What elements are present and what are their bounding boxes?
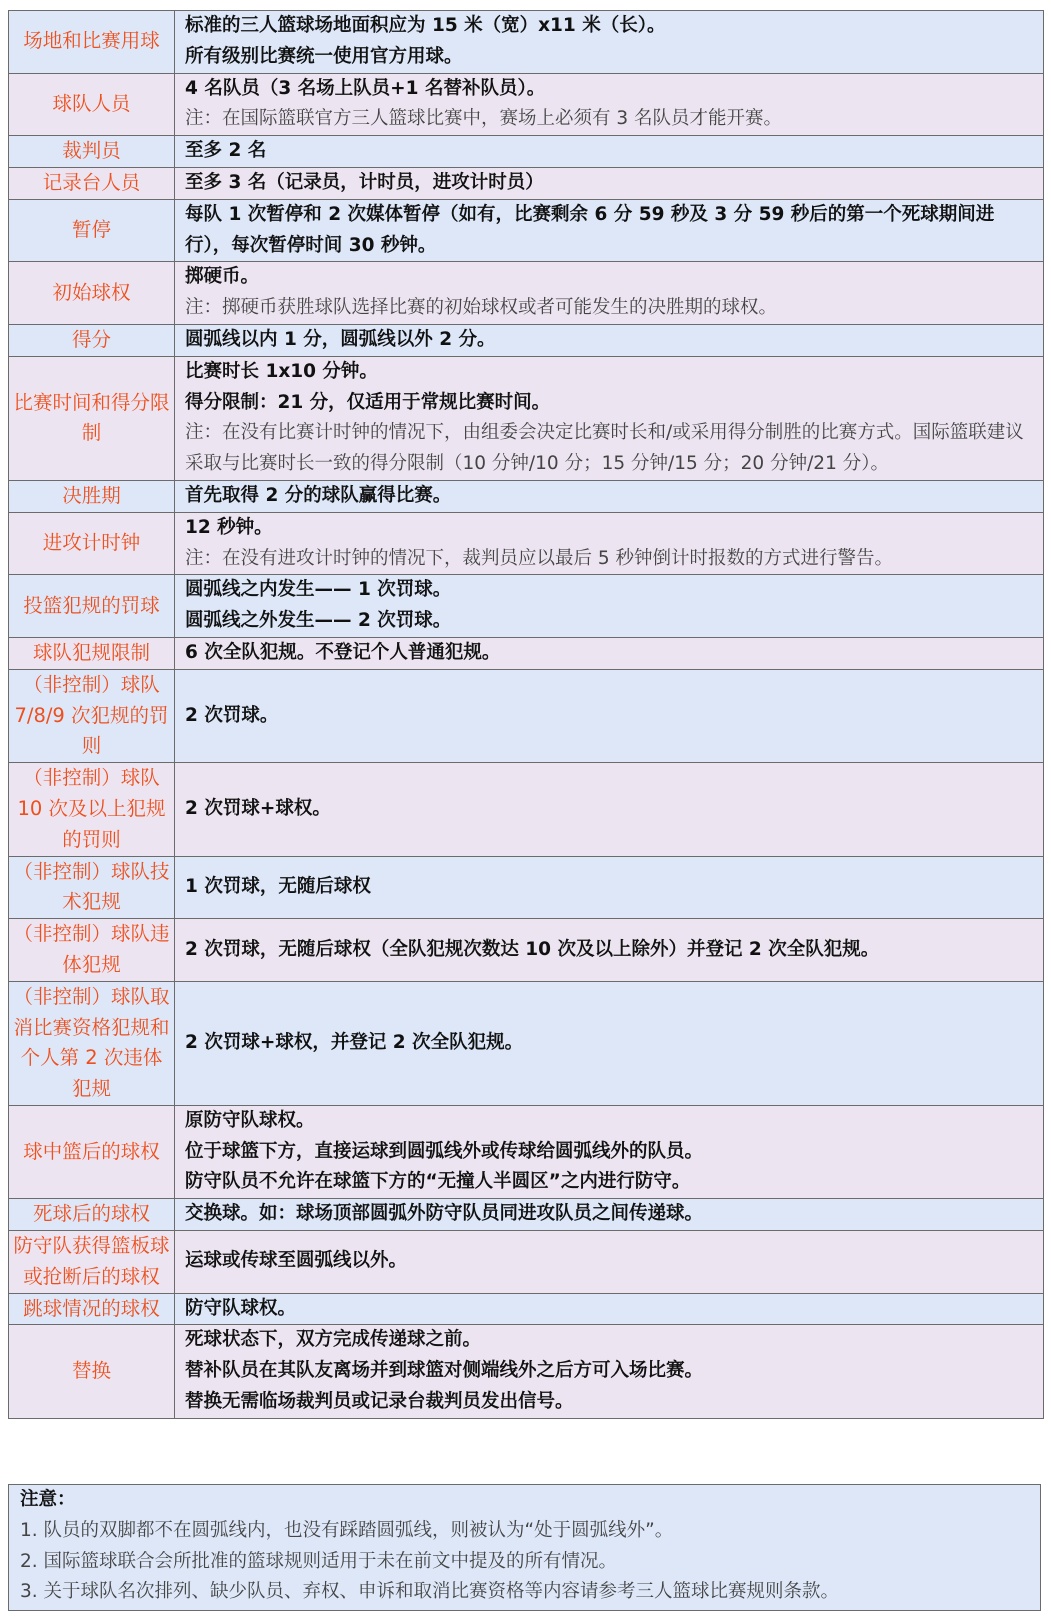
- rule-note-line: 注：在国际篮联官方三人篮球比赛中，赛场上必须有 3 名队员才能开赛。: [185, 108, 783, 130]
- rule-line: 圆弧线以内 1 分，圆弧线以外 2 分。: [185, 328, 496, 350]
- rule-title: 替换: [9, 1325, 175, 1418]
- rule-line: 2 次罚球，无随后球权（全队犯规次数达 10 次及以上除外）并登记 2 次全队犯规。: [185, 938, 880, 960]
- rule-row: [9, 73, 1044, 136]
- rule-title: 初始球权: [9, 262, 175, 325]
- rule-line: 首先取得 2 分的球队赢得比赛。: [185, 484, 452, 506]
- rule-line: 得分限制：21 分，仅适用于常规比赛时间。: [185, 391, 551, 413]
- rule-row: [9, 981, 1044, 1105]
- rule-content: [175, 512, 1044, 575]
- rule-title: （非控制）球队技术犯规: [9, 856, 175, 919]
- rule-line: 至多 3 名（记录员，计时员，进攻计时员）: [185, 171, 544, 193]
- rule-row: [9, 637, 1044, 669]
- rule-title: 防守队获得篮板球或抢断后的球权: [9, 1231, 175, 1294]
- notes-box: [8, 1484, 1041, 1611]
- rule-line: 所有级别比赛统一使用官方用球。: [185, 45, 463, 67]
- rule-content: [175, 1199, 1044, 1231]
- rule-row: [9, 763, 1044, 856]
- rule-line: 1 次罚球，无随后球权: [185, 875, 371, 897]
- rule-content: [175, 136, 1044, 168]
- rule-row: [9, 919, 1044, 982]
- rule-line: 圆弧线之内发生—— 1 次罚球。: [185, 579, 452, 601]
- rule-row: [9, 262, 1044, 325]
- rule-content: [175, 1231, 1044, 1294]
- rule-content: [175, 1293, 1044, 1325]
- rule-line: 标准的三人篮球场地面积应为 15 米（宽）x11 米（长）。: [185, 15, 666, 36]
- rule-row: [9, 1231, 1044, 1294]
- rule-content: [175, 199, 1044, 262]
- rule-content: [175, 1105, 1044, 1198]
- rule-title: 跳球情况的球权: [9, 1293, 175, 1325]
- rule-line: 位于球篮下方，直接运球到圆弧线外或传球给圆弧线外的队员。: [185, 1140, 704, 1162]
- rule-content: [175, 73, 1044, 136]
- rule-title: 球中篮后的球权: [9, 1105, 175, 1198]
- notes-title: 注意：: [20, 1489, 76, 1510]
- rule-row: [9, 324, 1044, 356]
- rule-note-line: 注：在没有进攻计时钟的情况下，裁判员应以最后 5 秒钟倒计时报数的方式进行警告。: [185, 547, 894, 569]
- rule-row: [9, 1199, 1044, 1231]
- rule-line: 原防守队球权。: [185, 1109, 315, 1131]
- rule-content: [175, 981, 1044, 1105]
- rule-line: 2 次罚球。: [185, 704, 279, 726]
- rule-line: 掷硬币。: [185, 266, 260, 288]
- rule-title: 暂停: [9, 199, 175, 262]
- rule-row: [9, 575, 1044, 638]
- rules-table-body: [9, 11, 1044, 1419]
- rule-row: [9, 1293, 1044, 1325]
- rule-title: 记录台人员: [9, 167, 175, 199]
- rule-content: [175, 11, 1044, 74]
- rule-content: [175, 575, 1044, 638]
- rule-row: [9, 356, 1044, 480]
- rule-line: 防守队员不允许在球篮下方的“无撞人半圆区”之内进行防守。: [185, 1171, 691, 1193]
- rule-content: [175, 356, 1044, 480]
- rule-row: [9, 669, 1044, 762]
- rule-content: [175, 480, 1044, 512]
- rule-title: 决胜期: [9, 480, 175, 512]
- rule-title: 场地和比赛用球: [9, 11, 175, 74]
- rule-note-line: 注：掷硬币获胜球队选择比赛的初始球权或者可能发生的决胜期的球权。: [185, 297, 778, 319]
- rule-row: [9, 167, 1044, 199]
- rule-title: 球队犯规限制: [9, 637, 175, 669]
- rule-row: [9, 512, 1044, 575]
- rule-line: 替换无需临场裁判员或记录台裁判员发出信号。: [185, 1391, 574, 1413]
- rule-row: [9, 11, 1044, 74]
- rule-line: 12 秒钟。: [185, 516, 273, 538]
- rule-line: 每队 1 次暂停和 2 次媒体暂停（如有，比赛剩余 6 分 59 秒及 3 分 59 秒后的第一个死球期间进行），每次暂停时间 30 秒钟。: [185, 203, 995, 256]
- rule-row: [9, 856, 1044, 919]
- rule-row: [9, 1105, 1044, 1198]
- rule-line: 4 名队员（3 名场上队员+1 名替补队员）。: [185, 77, 546, 99]
- rule-row: [9, 199, 1044, 262]
- rule-line: 死球状态下，双方完成传递球之前。: [185, 1329, 482, 1351]
- rule-content: [175, 637, 1044, 669]
- rule-title: （非控制）球队 10 次及以上犯规的罚则: [9, 763, 175, 856]
- rule-content: [175, 1325, 1044, 1418]
- rule-title: （非控制）球队取消比赛资格犯规和个人第 2 次违体犯规: [9, 981, 175, 1105]
- rule-title: （非控制）球队违体犯规: [9, 919, 175, 982]
- rule-line: 运球或传球至圆弧线以外。: [185, 1250, 408, 1272]
- rule-line: 2 次罚球+球权，并登记 2 次全队犯规。: [185, 1031, 524, 1053]
- rule-content: [175, 763, 1044, 856]
- rule-title: 裁判员: [9, 136, 175, 168]
- rule-title: 球队人员: [9, 73, 175, 136]
- rule-line: 2 次罚球+球权。: [185, 797, 331, 819]
- notes-item: 3. 关于球队名次排列、缺少队员、弃权、申诉和取消比赛资格等内容请参考三人篮球比赛规则条款。: [20, 1581, 840, 1603]
- rule-title: 死球后的球权: [9, 1199, 175, 1231]
- rule-content: [175, 919, 1044, 982]
- rule-line: 替补队员在其队友离场并到球篮对侧端线外之后方可入场比赛。: [185, 1360, 704, 1382]
- rule-content: [175, 669, 1044, 762]
- rule-content: [175, 167, 1044, 199]
- rule-line: 比赛时长 1x10 分钟。: [185, 360, 378, 382]
- rule-line: 圆弧线之外发生—— 2 次罚球。: [185, 610, 452, 632]
- rule-line: 交换球。如：球场顶部圆弧外防守队员同进攻队员之间传递球。: [185, 1203, 704, 1225]
- rule-title: 进攻计时钟: [9, 512, 175, 575]
- rule-title: 投篮犯规的罚球: [9, 575, 175, 638]
- rule-row: [9, 480, 1044, 512]
- rule-title: 比赛时间和得分限制: [9, 356, 175, 480]
- rule-line: 6 次全队犯规。不登记个人普通犯规。: [185, 641, 501, 663]
- rule-content: [175, 324, 1044, 356]
- rule-line: 防守队球权。: [185, 1297, 297, 1319]
- rule-title: 得分: [9, 324, 175, 356]
- rule-content: [175, 262, 1044, 325]
- rule-line: 至多 2 名: [185, 140, 267, 162]
- notes-item: 1. 队员的双脚都不在圆弧线内，也没有踩踏圆弧线，则被认为“处于圆弧线外”。: [20, 1519, 674, 1541]
- rule-note-line: 注：在没有比赛计时钟的情况下，由组委会决定比赛时长和/或采用得分制胜的比赛方式。国际篮联建议采取与比赛时长一致的得分限制（10 分钟/10 分；15 分钟/15 分；20 分钟/21 分）。: [185, 422, 1024, 475]
- rule-row: [9, 136, 1044, 168]
- notes-item: 2. 国际篮球联合会所批准的篮球规则适用于未在前文中提及的所有情况。: [20, 1550, 618, 1572]
- rule-title: （非控制）球队 7/8/9 次犯规的罚则: [9, 669, 175, 762]
- rule-row: [9, 1325, 1044, 1418]
- rules-table: [8, 10, 1044, 1419]
- rule-content: [175, 856, 1044, 919]
